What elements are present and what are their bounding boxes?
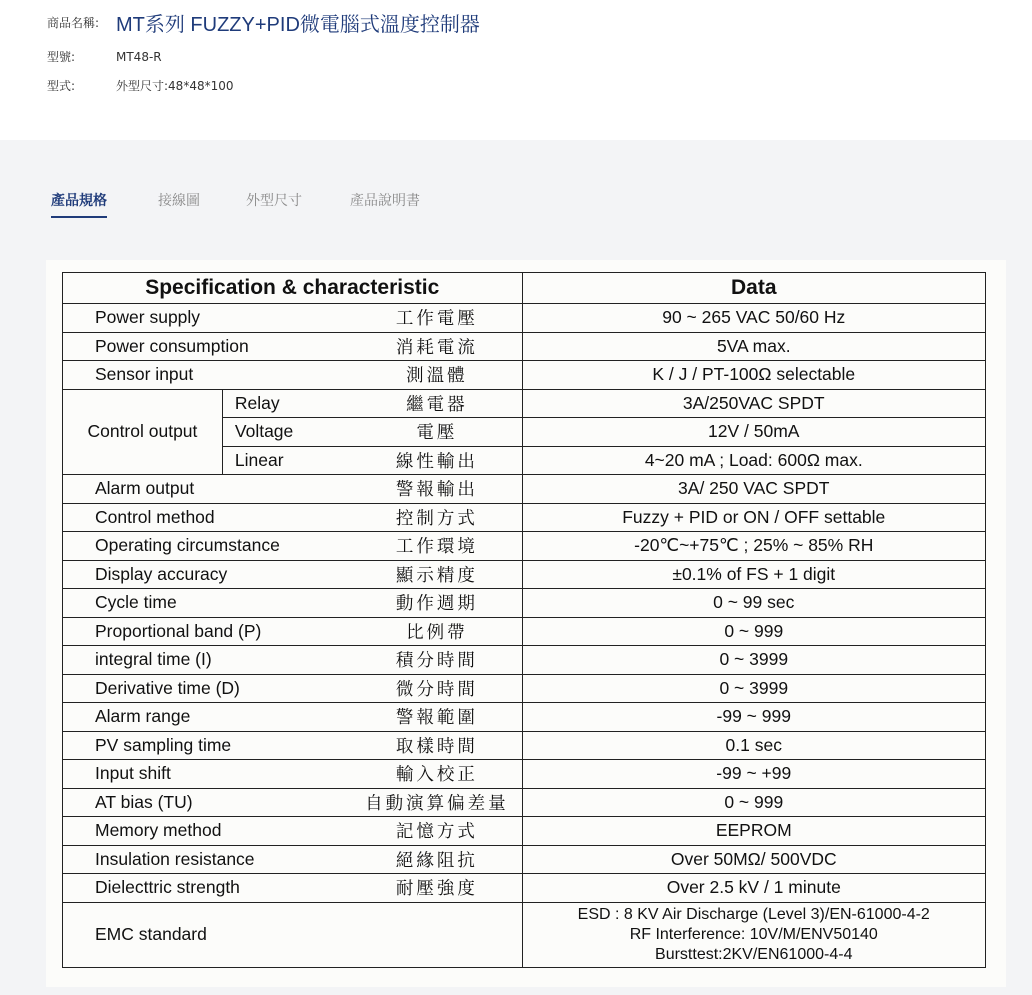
product-name-label: 商品名稱: <box>47 16 100 30</box>
spec-name-en: Alarm output <box>63 475 353 504</box>
product-model: MT48-R <box>116 50 162 64</box>
spec-name-zh: 耐壓強度 <box>352 874 522 903</box>
spec-name-en: Power supply <box>63 304 353 333</box>
table-row <box>63 503 986 532</box>
product-name: MT系列 FUZZY+PID微電腦式溫度控制器 <box>116 14 480 36</box>
table-row <box>63 617 986 646</box>
spec-name-zh: 警報輸出 <box>352 475 522 504</box>
spec-name-en: Proportional band (P) <box>63 617 353 646</box>
spec-value: 4~20 mA ; Load: 600Ω max. <box>522 446 985 475</box>
control-output-sub-zh: 電壓 <box>352 418 522 447</box>
spec-name-en: Sensor input <box>63 361 353 390</box>
tab-wiring-diagram[interactable]: 接線圖 <box>158 193 200 209</box>
emc-line: Bursttest:2KV/EN61000-4-4 <box>655 945 853 963</box>
product-type-row <box>47 77 234 94</box>
spec-name-zh: 顯示精度 <box>352 560 522 589</box>
control-output-sub-zh: 繼電器 <box>352 389 522 418</box>
spec-value: -20℃~+75℃ ; 25% ~ 85% RH <box>522 532 985 561</box>
spec-value: 0 ~ 3999 <box>522 674 985 703</box>
spec-name-zh: 記憶方式 <box>352 817 522 846</box>
table-row <box>63 731 986 760</box>
table-row <box>63 788 986 817</box>
spec-name-zh: 警報範圍 <box>352 703 522 732</box>
spec-name-en: Memory method <box>63 817 353 846</box>
spec-name-en: Control method <box>63 503 353 532</box>
spec-value: 0 ~ 99 sec <box>522 589 985 618</box>
spec-value: -99 ~ 999 <box>522 703 985 732</box>
product-model-label: 型號: <box>47 50 76 64</box>
spec-name-zh: 動作週期 <box>352 589 522 618</box>
spec-value: 12V / 50mA <box>522 418 985 447</box>
table-row <box>63 304 986 333</box>
spec-value: Over 50MΩ/ 500VDC <box>522 845 985 874</box>
product-info-section <box>0 0 1032 140</box>
spec-value: Over 2.5 kV / 1 minute <box>522 874 985 903</box>
spec-table <box>62 272 986 968</box>
control-output-sub-en: Linear <box>222 446 352 475</box>
spec-value: EEPROM <box>522 817 985 846</box>
emc-values <box>522 902 985 967</box>
table-row <box>63 389 986 418</box>
spec-value: ±0.1% of FS + 1 digit <box>522 560 985 589</box>
spec-value: 90 ~ 265 VAC 50/60 Hz <box>522 304 985 333</box>
spec-name-en: PV sampling time <box>63 731 353 760</box>
spec-sheet-image <box>46 260 1006 987</box>
spec-value: 0 ~ 999 <box>522 788 985 817</box>
emc-label: EMC standard <box>63 902 523 967</box>
spec-value: 5VA max. <box>522 332 985 361</box>
control-output-sub-en: Relay <box>222 389 352 418</box>
spec-header-right: Data <box>522 273 985 304</box>
table-row <box>63 845 986 874</box>
spec-name-en: Derivative time (D) <box>63 674 353 703</box>
table-row <box>63 674 986 703</box>
table-row <box>63 703 986 732</box>
product-name-row <box>47 8 480 34</box>
table-row <box>63 332 986 361</box>
tab-dimensions[interactable]: 外型尺寸 <box>246 193 302 209</box>
spec-name-en: Display accuracy <box>63 560 353 589</box>
table-row <box>63 532 986 561</box>
spec-name-zh: 絕緣阻抗 <box>352 845 522 874</box>
emc-line: RF Interference: 10V/M/ENV50140 <box>629 925 878 943</box>
product-type-label: 型式: <box>47 79 76 93</box>
table-row <box>63 646 986 675</box>
product-model-row <box>47 48 162 65</box>
table-row <box>63 475 986 504</box>
tab-specifications[interactable]: 產品規格 <box>51 190 107 218</box>
spec-name-zh: 測溫體 <box>352 361 522 390</box>
spec-name-en: Alarm range <box>63 703 353 732</box>
spec-value: 3A/ 250 VAC SPDT <box>522 475 985 504</box>
table-row <box>63 589 986 618</box>
table-row <box>63 874 986 903</box>
spec-value: K / J / PT-100Ω selectable <box>522 361 985 390</box>
spec-name-en: Dielecttric strength <box>63 874 353 903</box>
spec-value: 0.1 sec <box>522 731 985 760</box>
control-output-sub-zh: 線性輸出 <box>352 446 522 475</box>
spec-name-zh: 積分時間 <box>352 646 522 675</box>
control-output-sub-en: Voltage <box>222 418 352 447</box>
table-row <box>63 361 986 390</box>
spec-name-en: Operating circumstance <box>63 532 353 561</box>
spec-name-zh: 自動演算偏差量 <box>352 788 522 817</box>
spec-header-left: Specification & characteristic <box>63 273 523 304</box>
spec-value: 0 ~ 999 <box>522 617 985 646</box>
table-row <box>63 760 986 789</box>
control-output-label: Control output <box>63 389 223 475</box>
table-row <box>63 560 986 589</box>
spec-name-en: Insulation resistance <box>63 845 353 874</box>
spec-value: 3A/250VAC SPDT <box>522 389 985 418</box>
spec-name-zh: 控制方式 <box>352 503 522 532</box>
spec-name-zh: 輸入校正 <box>352 760 522 789</box>
spec-name-zh: 工作電壓 <box>352 304 522 333</box>
spec-name-zh: 工作環境 <box>352 532 522 561</box>
spec-name-zh: 微分時間 <box>352 674 522 703</box>
emc-row <box>63 902 986 967</box>
spec-value: -99 ~ +99 <box>522 760 985 789</box>
table-row <box>63 817 986 846</box>
spec-name-zh: 消耗電流 <box>352 332 522 361</box>
product-type: 外型尺寸:48*48*100 <box>116 79 234 93</box>
spec-name-en: AT bias (TU) <box>63 788 353 817</box>
spec-value: Fuzzy + PID or ON / OFF settable <box>522 503 985 532</box>
tab-manual[interactable]: 產品說明書 <box>350 193 420 209</box>
spec-name-zh: 比例帶 <box>352 617 522 646</box>
spec-name-en: Input shift <box>63 760 353 789</box>
spec-header-row <box>63 273 986 304</box>
spec-name-en: Power consumption <box>63 332 353 361</box>
spec-value: 0 ~ 3999 <box>522 646 985 675</box>
spec-name-zh: 取樣時間 <box>352 731 522 760</box>
emc-line: ESD : 8 KV Air Discharge (Level 3)/EN-61000-4-2 <box>577 905 930 923</box>
spec-name-en: Cycle time <box>63 589 353 618</box>
spec-name-en: integral time (I) <box>63 646 353 675</box>
